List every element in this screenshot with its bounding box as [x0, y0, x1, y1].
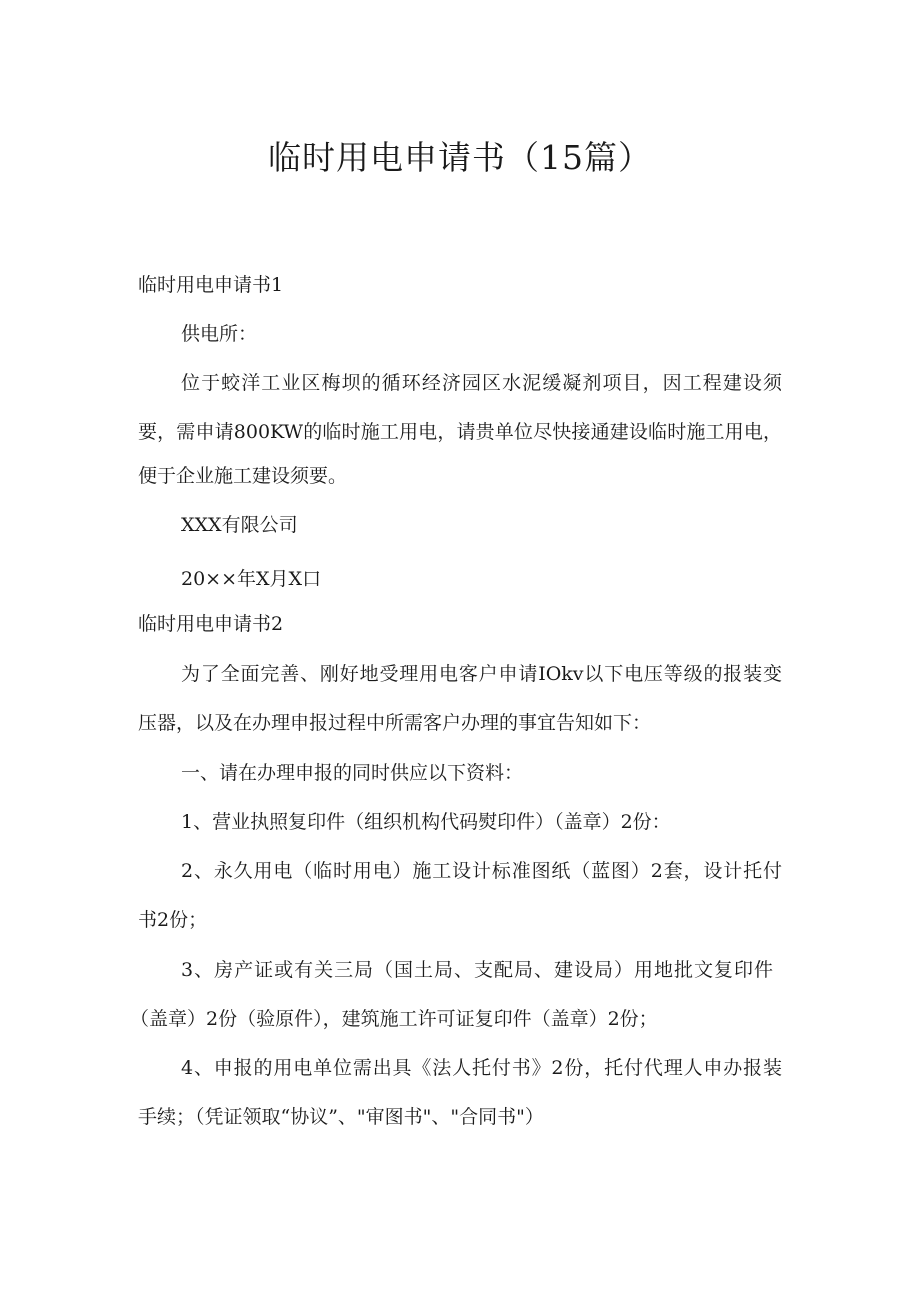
- letter2-intro-line-2: 压器，以及在办理申报过程中所需客户办理的事宜告知如下：: [138, 712, 652, 734]
- letter1-recipient: 供电所：: [181, 323, 258, 345]
- letter2-item-1: 1、营业执照复印件（组织机构代码熨印件）（盖章）2份：: [181, 811, 671, 833]
- letter2-item-4-line-1: 4、申报的用电单位需出具《法人托付书》2份，托付代理人申办报装: [181, 1057, 782, 1079]
- letter1-body-line-2: 要，需申请800KW的临时施工用电，请贵单位尽快接通建设临时施工用电，: [138, 421, 782, 443]
- letter2-item-3-line-2: （盖章）2份（验原件），建筑施工许可证复印件（盖章）2份；: [130, 1008, 658, 1030]
- letter1-signature: XXX有限公司: [181, 514, 298, 536]
- letter1-body-line-3: 便于企业施工建设须要。: [138, 465, 348, 487]
- letter1-heading: 临时用电申请书1: [138, 274, 284, 296]
- letter2-item-4-line-2: 手续；（凭证领取“协议”、"审图书"、"合同书"）: [138, 1106, 544, 1128]
- document-title: 临时用电申请书（15篇）: [268, 138, 652, 177]
- letter2-item-3-line-1: 3、房产证或有关三局（国土局、支配局、建设局）用地批文复印件: [181, 959, 773, 981]
- letter1-body-line-1: 位于蛟洋工业区梅坝的循环经济园区水泥缓凝剂项目，因工程建设须: [181, 372, 782, 394]
- letter2-item-2-line-1: 2、永久用电（临时用电）施工设计标准图纸（蓝图）2套，设计托付: [181, 860, 782, 882]
- letter2-heading: 临时用电申请书2: [138, 613, 284, 635]
- letter1-date: 20××年X月X口: [181, 568, 322, 590]
- letter2-item-2-line-2: 书2份；: [138, 909, 208, 931]
- letter2-section-1: 一、请在办理申报的同时供应以下资料：: [181, 762, 524, 784]
- letter2-intro-line-1: 为了全面完善、刚好地受理用电客户申请IOkv以下电压等级的报装变: [181, 663, 782, 685]
